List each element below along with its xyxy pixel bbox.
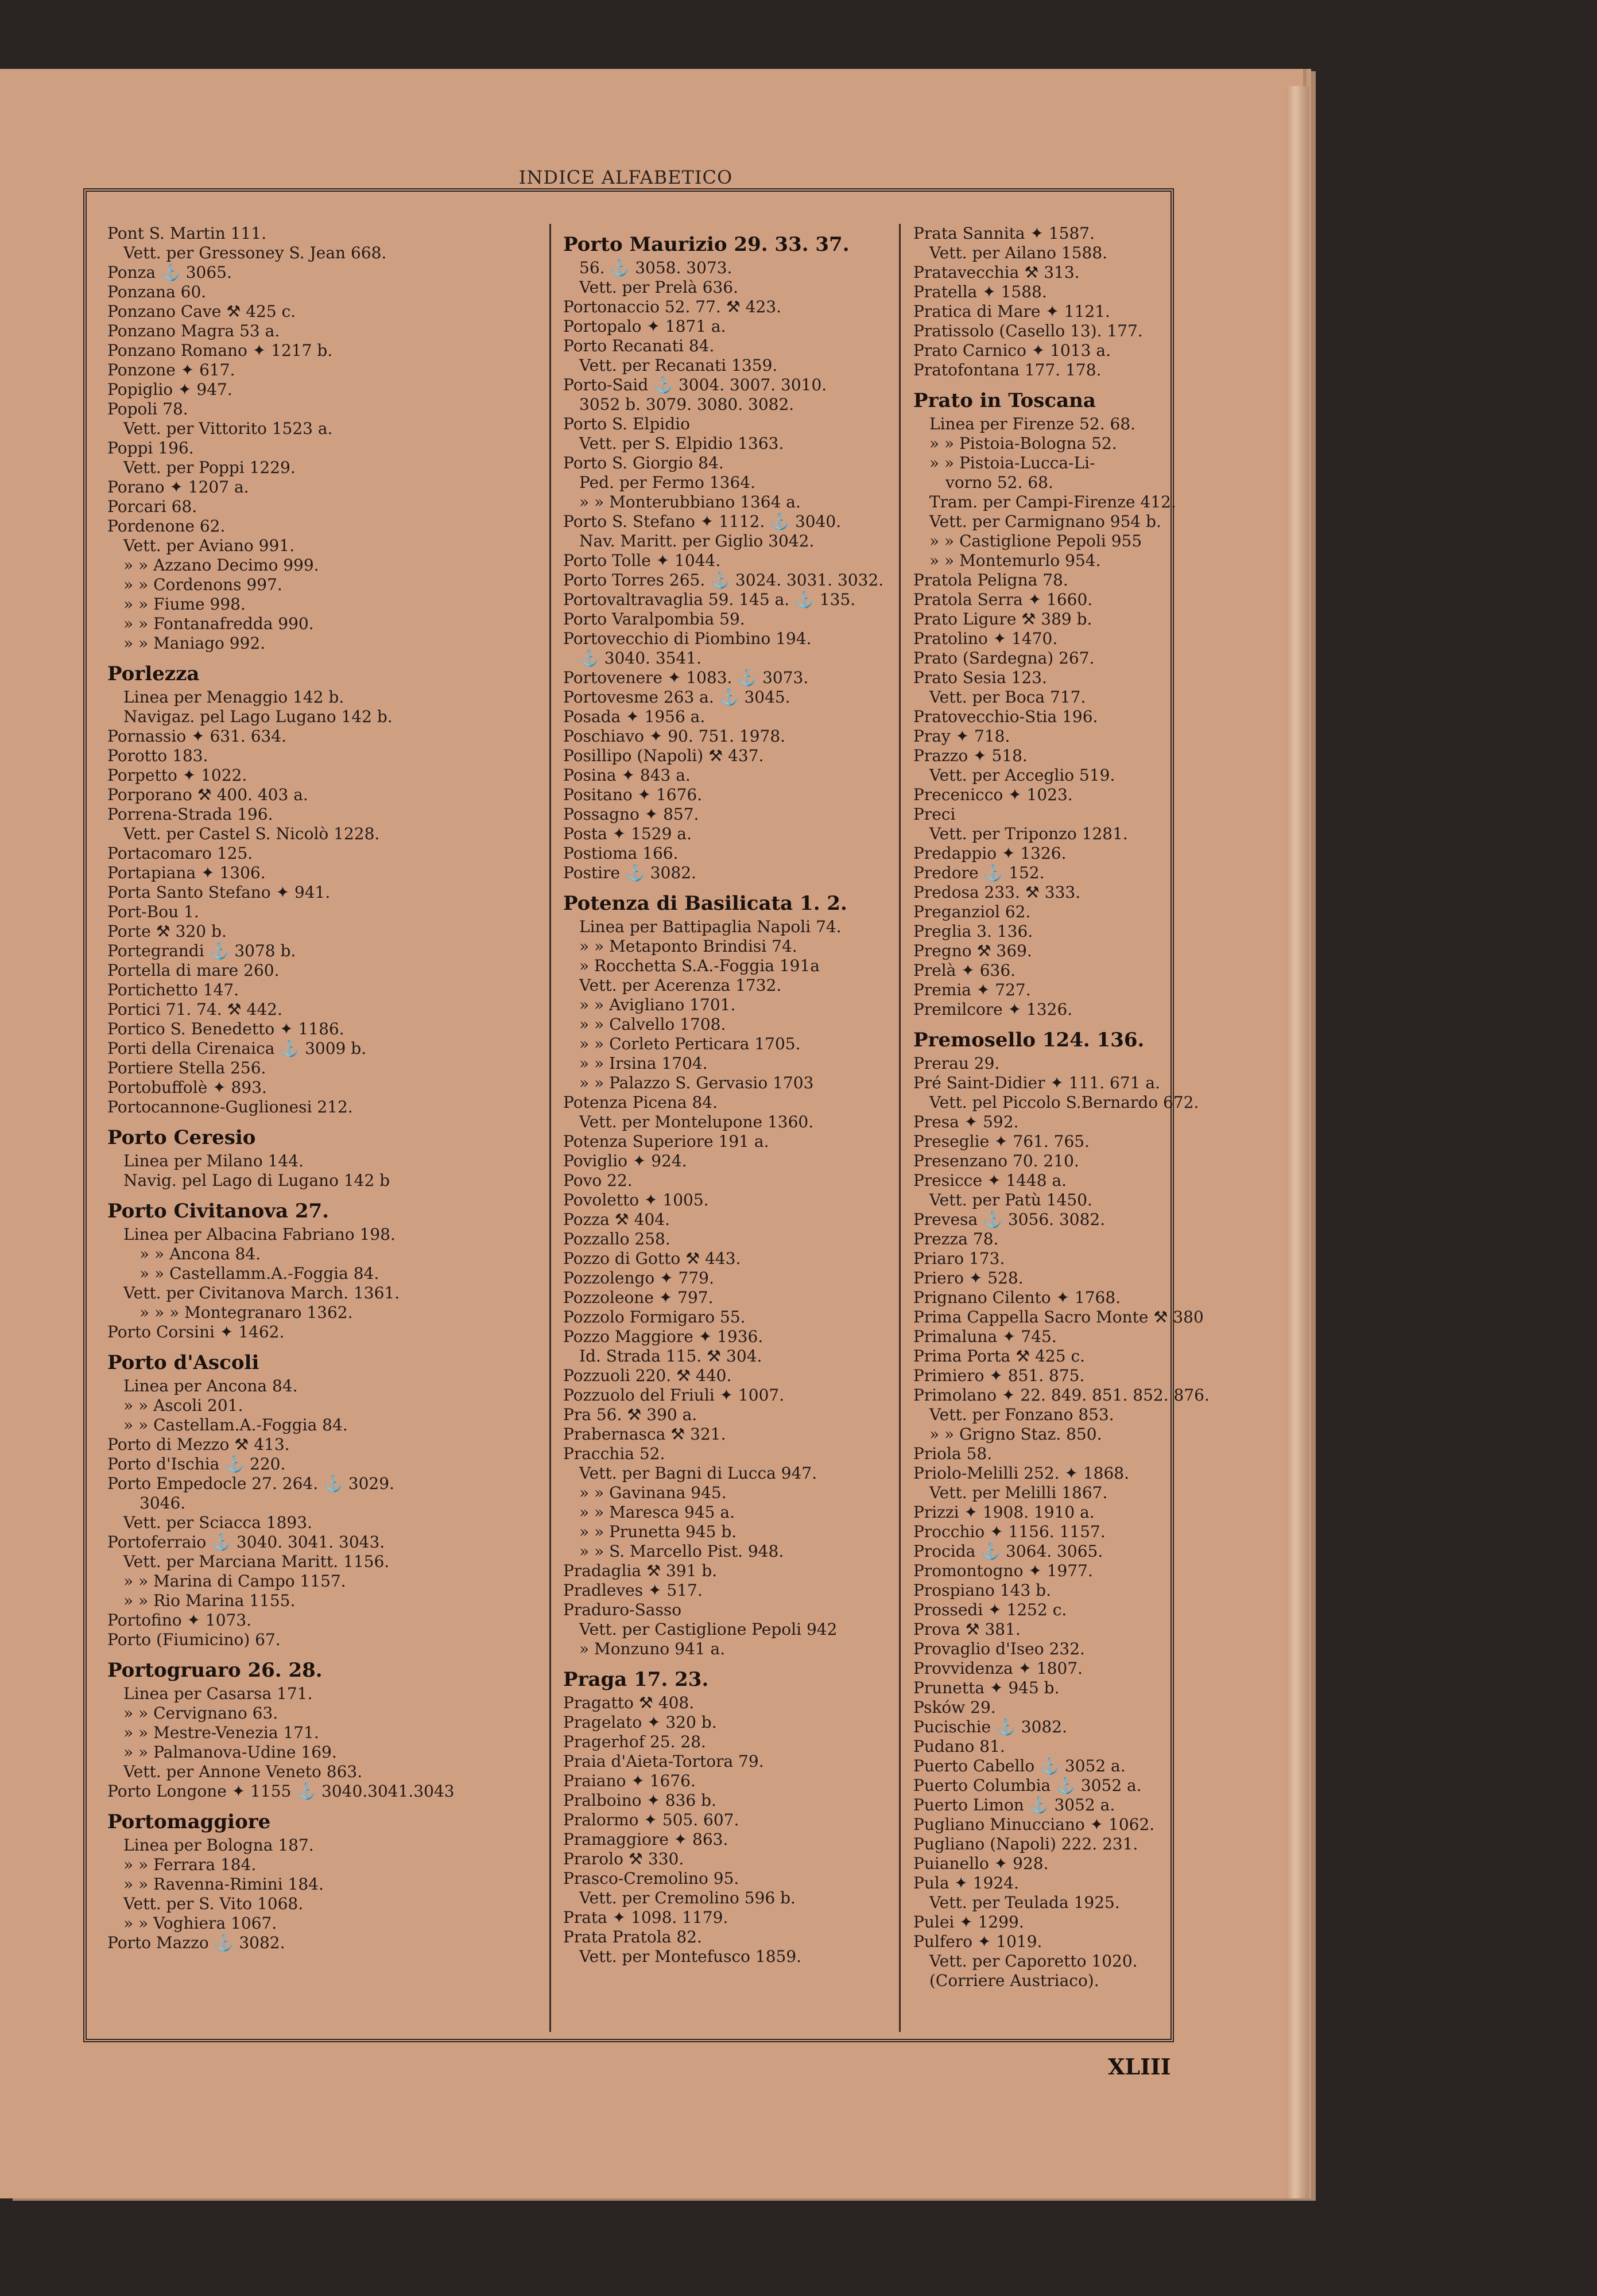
index-entry: » » Fontanafredda 990.	[123, 614, 314, 633]
index-entry: Portiere Stella 256.	[107, 1058, 266, 1077]
index-entry: Ponza ⚓ 3065.	[107, 263, 232, 282]
index-entry: Prazzo ✦ 518.	[913, 746, 1028, 765]
index-entry: Vett. per Ailano 1588.	[929, 243, 1108, 262]
index-entry: Porto Longone ✦ 1155 ⚓ 3040.3041.3043	[107, 1782, 455, 1801]
index-entry: » » Marina di Campo 1157.	[123, 1572, 346, 1591]
index-entry: Vett. pel Piccolo S.Bernardo 672.	[929, 1093, 1199, 1112]
index-entry: » » Rio Marina 1155.	[123, 1591, 296, 1610]
index-entry: Prata ✦ 1098. 1179.	[563, 1908, 728, 1927]
index-entry: Vett. per Annone Veneto 863.	[123, 1762, 363, 1781]
index-entry: Prignano Cilento ✦ 1768.	[913, 1288, 1121, 1307]
index-entry: » » Ravenna-Rimini 184.	[123, 1875, 324, 1894]
index-entry: Prevesa ⚓ 3056. 3082.	[913, 1210, 1106, 1229]
index-entry: Portonaccio 52. 77. ⚒ 423.	[563, 297, 782, 316]
index-entry: Vett. per Bagni di Lucca 947.	[579, 1464, 817, 1483]
index-entry: Pratola Peligna 78.	[913, 571, 1068, 589]
index-entry: » » Palmanova-Udine 169.	[123, 1743, 337, 1762]
index-entry: Porotto 183.	[107, 746, 208, 765]
index-entry: Pozzallo 258.	[563, 1230, 670, 1248]
index-entry: Promontogno ✦ 1977.	[913, 1561, 1093, 1580]
index-entry: » » Monterubbiano 1364 a.	[579, 492, 801, 511]
page-number: XLIII	[1108, 2054, 1171, 2080]
index-entry: Pulei ✦ 1299.	[913, 1913, 1024, 1932]
index-entry: Vett. per Civitanova March. 1361.	[123, 1283, 400, 1302]
index-entry: Puerto Cabello ⚓ 3052 a.	[913, 1756, 1126, 1775]
index-entry: Prospiano 143 b.	[913, 1581, 1051, 1600]
index-entry: Pramaggiore ✦ 863.	[563, 1830, 728, 1849]
index-entry: (Corriere Austriaco).	[929, 1971, 1099, 1990]
index-entry: Prima Porta ⚒ 425 c.	[913, 1347, 1086, 1366]
index-entry: Portacomaro 125.	[107, 844, 253, 863]
index-entry: Portobuffolè ✦ 893.	[107, 1078, 267, 1097]
index-entry: Presenzano 70. 210.	[913, 1151, 1079, 1170]
index-entry: Linea per Ancona 84.	[123, 1376, 298, 1395]
index-entry: » » S. Marcello Pist. 948.	[579, 1542, 784, 1561]
index-entry: Praduro-Sasso	[563, 1600, 682, 1619]
index-frame	[83, 188, 1210, 2042]
index-entry: Pray ✦ 718.	[913, 727, 1010, 746]
index-entry: Prato Carnico ✦ 1013 a.	[913, 341, 1111, 360]
index-entry: Vett. per S. Vito 1068.	[123, 1894, 304, 1913]
index-entry: Porto Empedocle 27. 264. ⚓ 3029.	[107, 1474, 394, 1493]
index-entry: Linea per Menaggio 142 b.	[123, 688, 344, 707]
index-entry: Pratella ✦ 1588.	[913, 282, 1047, 301]
index-entry: » » Pistoia-Bologna 52.	[929, 434, 1117, 453]
index-entry: Porrena-Strada 196.	[107, 805, 273, 824]
index-entry: Ponzano Romano ✦ 1217 b.	[107, 341, 333, 360]
index-entry: Porto-Said ⚓ 3004. 3007. 3010.	[563, 375, 827, 394]
index-entry: Porti della Cirenaica ⚓ 3009 b.	[107, 1039, 367, 1058]
index-entry: Pozzolengo ✦ 779.	[563, 1269, 714, 1287]
index-heading: Portogruaro 26. 28.	[107, 1659, 323, 1682]
index-entry: Premilcore ✦ 1326.	[913, 1000, 1073, 1019]
index-entry: Prova ⚒ 381.	[913, 1620, 1021, 1639]
index-entry: Vett. per Montefusco 1859.	[579, 1947, 802, 1966]
index-entry: » » Castiglione Pepoli 955	[929, 532, 1142, 550]
index-entry: Prato Ligure ⚒ 389 b.	[913, 610, 1092, 629]
index-entry: Porto S. Giorgio 84.	[563, 453, 724, 472]
index-entry: Portegrandi ⚓ 3078 b.	[107, 941, 296, 960]
index-entry: Posina ✦ 843 a.	[563, 766, 691, 785]
index-entry: Praiano ✦ 1676.	[563, 1771, 696, 1790]
index-entry: Linea per Firenze 52. 68.	[929, 414, 1136, 433]
index-entry: Id. Strada 115. ⚒ 304.	[579, 1347, 762, 1366]
index-entry: Portovaltravaglia 59. 145 a. ⚓ 135.	[563, 590, 856, 609]
index-entry: Porano ✦ 1207 a.	[107, 478, 249, 497]
index-entry: » » Fiume 998.	[123, 595, 246, 614]
index-entry: Portichetto 147.	[107, 980, 239, 999]
index-entry: Prima Cappella Sacro Monte ⚒ 380	[913, 1308, 1204, 1327]
index-entry: Ped. per Fermo 1364.	[579, 473, 755, 492]
index-entry: Pré Saint-Didier ✦ 111. 671 a.	[913, 1073, 1160, 1092]
index-entry: Prossedi ✦ 1252 c.	[913, 1600, 1067, 1619]
index-entry: Vett. per Marciana Maritt. 1156.	[123, 1552, 390, 1571]
index-entry: Predore ⚓ 152.	[913, 863, 1045, 882]
index-entry: » Rocchetta S.A.-Foggia 191a	[579, 956, 820, 975]
index-entry: Postioma 166.	[563, 844, 679, 863]
index-entry: Ponzano Cave ⚒ 425 c.	[107, 302, 296, 321]
index-entry: Poschiavo ✦ 90. 751. 1978.	[563, 727, 786, 746]
index-entry: Ponzana 60.	[107, 282, 207, 301]
page-edge	[1286, 86, 1309, 2198]
index-entry: Vett. per Boca 717.	[929, 688, 1086, 707]
index-entry: » » Corleto Perticara 1705.	[579, 1034, 801, 1053]
index-entry: Pont S. Martin 111.	[107, 224, 266, 243]
index-entry: Nav. Maritt. per Giglio 3042.	[579, 532, 815, 550]
index-entry: Priolo-Melilli 252. ✦ 1868.	[913, 1464, 1129, 1483]
index-heading: Porto Maurizio 29. 33. 37.	[563, 233, 850, 256]
index-entry: Presicce ✦ 1448 a.	[913, 1171, 1067, 1190]
index-entry: Porto Tolle ✦ 1044.	[563, 551, 721, 570]
index-entry: Porto (Fiumicino) 67.	[107, 1630, 281, 1649]
index-entry: Vett. per Castiglione Pepoli 942	[579, 1620, 838, 1639]
index-entry: Pozzoleone ✦ 797.	[563, 1288, 714, 1307]
index-entry: » » Cordenons 997.	[123, 575, 282, 594]
index-entry: Vett. per Acerenza 1732.	[579, 976, 782, 995]
index-entry: Linea per Albacina Fabriano 198.	[123, 1225, 396, 1244]
index-entry: Pozza ⚒ 404.	[563, 1210, 670, 1229]
index-entry: Prelà ✦ 636.	[913, 961, 1016, 980]
index-entry: Pragerhof 25. 28.	[563, 1732, 706, 1751]
index-entry: Pordenone 62.	[107, 517, 226, 536]
index-entry: Poviglio ✦ 924.	[563, 1151, 687, 1170]
index-entry: Porcari 68.	[107, 497, 197, 516]
index-entry: » » Irsina 1704.	[579, 1054, 708, 1073]
index-entry: » » Cervignano 63.	[123, 1704, 278, 1723]
index-entry: Pratavecchia ⚒ 313.	[913, 263, 1080, 282]
index-entry: Primiero ✦ 851. 875.	[913, 1366, 1085, 1385]
index-entry: Premia ✦ 727.	[913, 980, 1031, 999]
index-entry: Porto S. Stefano ✦ 1112. ⚓ 3040.	[563, 512, 842, 531]
index-entry: Positano ✦ 1676.	[563, 785, 703, 804]
index-entry: Vett. per Triponzo 1281.	[929, 824, 1128, 843]
index-entry: Preganziol 62.	[913, 902, 1031, 921]
index-entry: » » Calvello 1708.	[579, 1015, 726, 1034]
index-entry: » » Pistoia-Lucca-Li-	[929, 453, 1095, 472]
index-entry: Portovenere ✦ 1083. ⚓ 3073.	[563, 668, 809, 687]
index-entry: Pratovecchio-Stia 196.	[913, 707, 1098, 726]
index-entry: Prunetta ✦ 945 b.	[913, 1678, 1060, 1697]
index-entry: Pornassio ✦ 631. 634.	[107, 727, 287, 746]
index-entry: Portovecchio di Piombino 194.	[563, 629, 812, 648]
index-heading: Portomaggiore	[107, 1810, 271, 1833]
index-entry: Tram. per Campi-Firenze 412.	[929, 492, 1176, 511]
index-entry: Linea per Battipaglia Napoli 74.	[579, 917, 842, 936]
index-entry: » Monzuno 941 a.	[579, 1639, 726, 1658]
index-entry: Priaro 173.	[913, 1249, 1005, 1268]
index-entry: Pralboino ✦ 836 b.	[563, 1791, 716, 1810]
index-entry: » » Gavinana 945.	[579, 1483, 727, 1502]
index-entry: Psków 29.	[913, 1698, 996, 1717]
index-entry: Portici 71. 74. ⚒ 442.	[107, 1000, 282, 1019]
index-entry: Vett. per Caporetto 1020.	[929, 1952, 1138, 1971]
index-entry: Porto d'Ischia ⚓ 220.	[107, 1455, 286, 1473]
index-entry: Pugliano (Napoli) 222. 231.	[913, 1835, 1138, 1853]
index-entry: Potenza Picena 84.	[563, 1093, 718, 1112]
index-entry: Puianello ✦ 928.	[913, 1854, 1049, 1873]
index-entry: Pregno ⚒ 369.	[913, 941, 1032, 960]
index-entry: 3052 b. 3079. 3080. 3082.	[579, 395, 794, 414]
page-header: INDICE ALFABETICO	[518, 166, 733, 188]
index-entry: Prato Sesia 123.	[913, 668, 1047, 687]
index-heading: Porto Civitanova 27.	[107, 1200, 330, 1223]
index-entry: Posillipo (Napoli) ⚒ 437.	[563, 746, 764, 765]
index-entry: » » Prunetta 945 b.	[579, 1522, 737, 1541]
index-column-3	[913, 224, 1210, 1991]
index-entry: Pratica di Mare ✦ 1121.	[913, 302, 1110, 321]
index-entry: Provaglio d'Iseo 232.	[913, 1639, 1085, 1658]
index-entry: Portovesme 263 a. ⚓ 3045.	[563, 688, 790, 707]
index-heading: Potenza di Basilicata 1. 2.	[563, 892, 847, 915]
index-entry: Vett. per Gressoney S. Jean 668.	[123, 243, 387, 262]
index-entry: » » Castellam.A.-Foggia 84.	[123, 1415, 348, 1434]
index-entry: Postire ⚓ 3082.	[563, 863, 696, 882]
index-entry: Portapiana ✦ 1306.	[107, 863, 266, 882]
index-entry: Precenicco ✦ 1023.	[913, 785, 1073, 804]
index-entry: » » Metaponto Brindisi 74.	[579, 937, 797, 956]
index-entry: Prata Pratola 82.	[563, 1927, 702, 1946]
index-entry: Pradaglia ⚒ 391 b.	[563, 1561, 718, 1580]
index-entry: » » Avigliano 1701.	[579, 995, 736, 1014]
index-entry: Vett. per Fonzano 853.	[929, 1405, 1114, 1424]
index-entry: Porto Recanati 84.	[563, 336, 715, 355]
index-entry: 56. ⚓ 3058. 3073.	[579, 258, 732, 277]
index-entry: Poppi 196.	[107, 439, 194, 457]
index-column-1	[107, 224, 551, 2032]
index-entry: Vett. per Acceglio 519.	[929, 766, 1115, 785]
index-entry: Vett. per Montelupone 1360.	[579, 1112, 814, 1131]
index-entry: » » Maresca 945 a.	[579, 1503, 735, 1522]
index-entry: Primolano ✦ 22. 849. 851. 852. 876.	[913, 1386, 1210, 1405]
index-entry: Pratissolo (Casello 13). 177.	[913, 321, 1143, 340]
index-entry: Provvidenza ✦ 1807.	[913, 1659, 1083, 1678]
index-entry: Pozzuoli 220. ⚒ 440.	[563, 1366, 732, 1385]
index-entry: Pratola Serra ✦ 1660.	[913, 590, 1093, 609]
index-entry: ⚓ 3040. 3541.	[579, 649, 701, 668]
index-entry: Pozzuolo del Friuli ✦ 1007.	[563, 1386, 785, 1405]
index-entry: Linea per Milano 144.	[123, 1151, 304, 1170]
index-entry: Pragatto ⚒ 408.	[563, 1693, 695, 1712]
index-heading: Prato in Toscana	[913, 389, 1096, 412]
index-entry: » » Grigno Staz. 850.	[929, 1425, 1102, 1444]
index-entry: Preglia 3. 136.	[913, 922, 1033, 941]
index-heading: Porlezza	[107, 662, 200, 685]
index-entry: vorno 52. 68.	[945, 473, 1053, 492]
index-entry: Navigaz. pel Lago Lugano 142 b.	[123, 707, 393, 726]
index-entry: Primaluna ✦ 745.	[913, 1327, 1057, 1346]
index-entry: Povoletto ✦ 1005.	[563, 1190, 709, 1209]
index-entry: Vett. per S. Elpidio 1363.	[579, 434, 784, 453]
index-entry: Vett. per Castel S. Nicolò 1228.	[123, 824, 380, 843]
index-heading: Porto Ceresio	[107, 1126, 256, 1149]
index-entry: Vett. per Poppi 1229.	[123, 458, 296, 477]
index-entry: Pra 56. ⚒ 390 a.	[563, 1405, 697, 1424]
index-entry: Presa ✦ 592.	[913, 1112, 1019, 1131]
index-entry: Pula ✦ 1924.	[913, 1874, 1019, 1892]
index-entry: Popiglio ✦ 947.	[107, 380, 232, 399]
index-entry: 3046.	[139, 1494, 186, 1512]
index-entry: Vett. per Sciacca 1893.	[123, 1513, 312, 1532]
index-entry: Portocannone-Guglionesi 212.	[107, 1097, 353, 1116]
index-entry: » » Azzano Decimo 999.	[123, 556, 319, 575]
index-entry: » » Montemurlo 954.	[929, 551, 1101, 570]
index-entry: Prizzi ✦ 1908. 1910 a.	[913, 1503, 1095, 1522]
index-entry: Prato (Sardegna) 267.	[913, 649, 1095, 668]
index-entry: Pratofontana 177. 178.	[913, 360, 1102, 379]
index-entry: Vett. per Carmignano 954 b.	[929, 512, 1161, 531]
index-entry: Povo 22.	[563, 1171, 633, 1190]
index-entry: Linea per Casarsa 171.	[123, 1684, 313, 1703]
index-entry: Porto Varalpombia 59.	[563, 610, 745, 629]
index-entry: Priero ✦ 528.	[913, 1269, 1024, 1287]
index-entry: » » Mestre-Venezia 171.	[123, 1723, 319, 1742]
index-heading: Premosello 124. 136.	[913, 1029, 1145, 1052]
index-entry: Prasco-Cremolino 95.	[563, 1869, 739, 1888]
index-entry: Porto Torres 265. ⚓ 3024. 3031. 3032.	[563, 571, 884, 589]
index-entry: Pralormo ✦ 505. 607.	[563, 1810, 739, 1829]
index-entry: » » Maniago 992.	[123, 634, 266, 653]
index-entry: Ponzone ✦ 617.	[107, 360, 235, 379]
index-heading: Porto d'Ascoli	[107, 1351, 259, 1374]
index-entry: Vett. per Vittorito 1523 a.	[123, 419, 333, 438]
index-entry: Prabernasca ⚒ 321.	[563, 1425, 726, 1444]
index-entry: Prezza 78.	[913, 1230, 999, 1248]
index-entry: Preci	[913, 805, 956, 824]
index-entry: Pozzolo Formigaro 55.	[563, 1308, 746, 1327]
index-entry: Vett. per Aviano 991.	[123, 536, 294, 555]
index-entry: Porto di Mezzo ⚒ 413.	[107, 1435, 290, 1454]
index-entry: Prata Sannita ✦ 1587.	[913, 224, 1095, 243]
index-entry: Vett. per Teulada 1925.	[929, 1893, 1120, 1912]
index-entry: » » Castellamm.A.-Foggia 84.	[139, 1264, 379, 1283]
index-entry: Procida ⚓ 3064. 3065.	[913, 1542, 1103, 1561]
index-entry: Pozzo Maggiore ✦ 1936.	[563, 1327, 763, 1346]
index-entry: Linea per Bologna 187.	[123, 1836, 314, 1855]
index-entry: Vett. per Melilli 1867.	[929, 1483, 1108, 1502]
index-entry: Porpetto ✦ 1022.	[107, 766, 247, 785]
index-entry: » » Ancona 84.	[139, 1244, 261, 1263]
index-entry: Vett. per Prelà 636.	[579, 278, 738, 297]
index-entry: Porta Santo Stefano ✦ 941.	[107, 883, 331, 902]
index-entry: Pratolino ✦ 1470.	[913, 629, 1058, 648]
index-heading: Praga 17. 23.	[563, 1668, 709, 1691]
index-entry: Vett. per Cremolino 596 b.	[579, 1888, 796, 1907]
index-entry: Puerto Columbia ⚓ 3052 a.	[913, 1776, 1142, 1795]
index-entry: Pucischie ⚓ 3082.	[913, 1717, 1067, 1736]
index-entry: Vett. per Recanati 1359.	[579, 356, 778, 375]
index-entry: Pulfero ✦ 1019.	[913, 1932, 1042, 1951]
index-entry: Portico S. Benedetto ✦ 1186.	[107, 1019, 344, 1038]
index-entry: » » Palazzo S. Gervasio 1703	[579, 1073, 814, 1092]
index-entry: Posada ✦ 1956 a.	[563, 707, 706, 726]
index-entry: » » Voghiera 1067.	[123, 1914, 277, 1933]
index-entry: Potenza Superiore 191 a.	[563, 1132, 769, 1151]
index-entry: Pradleves ✦ 517.	[563, 1581, 703, 1600]
index-entry: Pracchia 52.	[563, 1444, 665, 1463]
index-entry: » » Ascoli 201.	[123, 1396, 243, 1415]
index-entry: Preseglie ✦ 761. 765.	[913, 1132, 1090, 1151]
index-entry: Priola 58.	[913, 1444, 993, 1463]
index-entry: Puerto Limon ⚓ 3052 a.	[913, 1795, 1115, 1814]
index-entry: » » Ferrara 184.	[123, 1855, 257, 1874]
index-entry: Porto Mazzo ⚓ 3082.	[107, 1933, 285, 1952]
index-entry: Prarolo ⚒ 330.	[563, 1849, 684, 1868]
index-entry: Pugliano Minucciano ✦ 1062.	[913, 1815, 1155, 1834]
index-entry: Porto S. Elpidio	[563, 414, 690, 433]
index-entry: Posta ✦ 1529 a.	[563, 824, 692, 843]
index-entry: Navig. pel Lago di Lugano 142 b	[123, 1171, 390, 1190]
index-entry: Ponzano Magra 53 a.	[107, 321, 280, 340]
index-entry: Pragelato ✦ 320 b.	[563, 1713, 717, 1732]
index-entry: Portofino ✦ 1073.	[107, 1611, 252, 1630]
index-entry: Port-Bou 1.	[107, 902, 199, 921]
index-entry: Porporano ⚒ 400. 403 a.	[107, 785, 308, 804]
index-entry: Predappio ✦ 1326.	[913, 844, 1067, 863]
index-entry: Prerau 29.	[913, 1054, 1000, 1073]
index-entry: Vett. per Patù 1450.	[929, 1190, 1092, 1209]
index-entry: Pudano 81.	[913, 1737, 1005, 1756]
index-entry: Popoli 78.	[107, 400, 188, 418]
index-entry: Porto Corsini ✦ 1462.	[107, 1322, 285, 1341]
index-entry: » » » Montegranaro 1362.	[139, 1303, 353, 1322]
index-entry: Portopalo ✦ 1871 a.	[563, 317, 726, 336]
index-entry: Portella di mare 260.	[107, 961, 280, 980]
index-entry: Pozzo di Gotto ⚒ 443.	[563, 1249, 741, 1268]
index-entry: Porte ⚒ 320 b.	[107, 922, 227, 941]
index-entry: Possagno ✦ 857.	[563, 805, 699, 824]
index-entry: Portoferraio ⚓ 3040. 3041. 3043.	[107, 1533, 385, 1552]
index-entry: Predosa 233. ⚒ 333.	[913, 883, 1081, 902]
index-column-2	[563, 224, 901, 2032]
index-entry: Procchio ✦ 1156. 1157.	[913, 1522, 1106, 1541]
index-entry: Praia d'Aieta-Tortora 79.	[563, 1752, 764, 1771]
